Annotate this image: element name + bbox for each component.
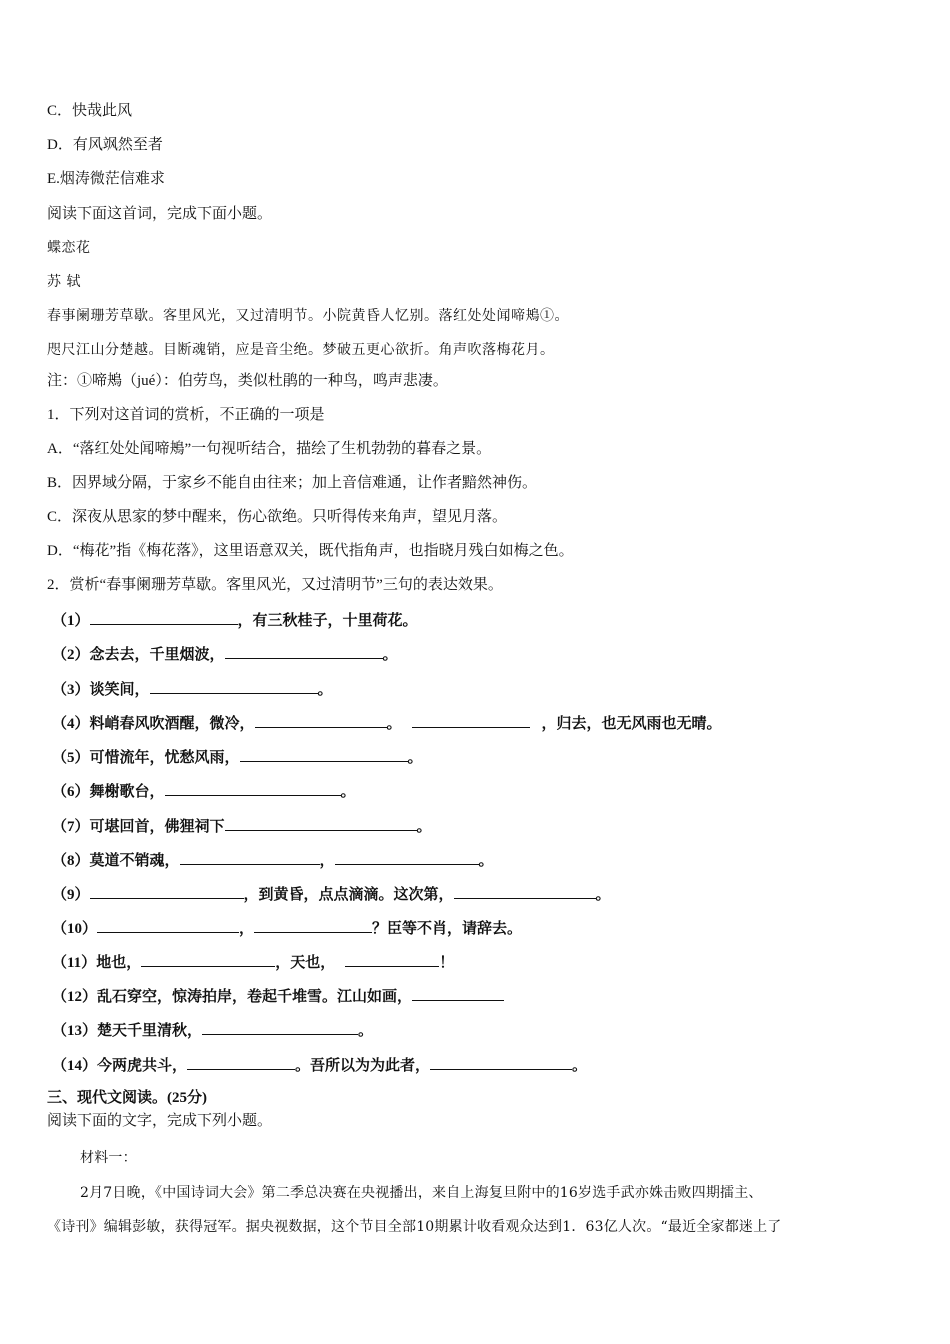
item-text: 。 bbox=[478, 853, 494, 869]
item-text: ， bbox=[239, 921, 255, 937]
item-text: 。 bbox=[416, 819, 432, 835]
answer-blank[interactable] bbox=[454, 883, 596, 899]
fill-item-3 bbox=[52, 678, 333, 700]
item-text: 。 bbox=[358, 1023, 374, 1039]
option-e: E.烟涛微茫信难求 bbox=[47, 171, 165, 187]
item-text: 。 bbox=[317, 682, 333, 698]
item-text: 。 bbox=[382, 647, 398, 663]
answer-blank[interactable] bbox=[225, 643, 383, 659]
item-text: ， bbox=[319, 853, 335, 869]
item-text: 。 bbox=[407, 750, 423, 766]
poem-line-1: 春事阑珊芳草歇。客里风光，又过清明节。小院黄昏人忆别。落红处处闻啼鴂①。 bbox=[47, 308, 569, 324]
answer-blank[interactable] bbox=[165, 780, 341, 796]
item-text: 莫道不销魂， bbox=[89, 853, 180, 869]
fill-item-11 bbox=[52, 951, 454, 973]
item-number: （1） bbox=[52, 613, 90, 629]
item-text: 楚天千里清秋， bbox=[97, 1023, 203, 1039]
question-2-stem: 2．赏析“春事阑珊芳草歇。客里风光，又过清明节”三句的表达效果。 bbox=[47, 577, 503, 593]
item-text: 料峭春风吹酒醒，微冷， bbox=[89, 716, 255, 732]
item-text: 可惜流年，忧愁风雨， bbox=[89, 750, 240, 766]
item-number: （12） bbox=[52, 989, 98, 1005]
item-number: （8） bbox=[52, 853, 90, 869]
item-text: ，天也， bbox=[275, 955, 336, 971]
answer-blank[interactable] bbox=[141, 951, 275, 967]
fill-item-6 bbox=[52, 780, 356, 802]
item-text: 。 bbox=[340, 784, 356, 800]
answer-blank[interactable] bbox=[150, 678, 318, 694]
answer-blank[interactable] bbox=[430, 1054, 572, 1070]
item-text: ，到黄昏，点点滴滴。这次第， bbox=[243, 887, 454, 903]
item-number: （11） bbox=[52, 955, 97, 971]
section-3-intro: 阅读下面的文字，完成下列小题。 bbox=[47, 1113, 273, 1129]
material-paragraph-line-2: 《诗刊》编辑彭敏，获得冠军。据央视数据，这个节目全部10期累计收看观众达到1．63亿人次。“最近全家都迷上了 bbox=[47, 1219, 782, 1235]
fill-item-10 bbox=[52, 917, 522, 939]
fill-item-2 bbox=[52, 643, 398, 665]
answer-blank[interactable] bbox=[180, 849, 320, 865]
item-number: （14） bbox=[52, 1058, 98, 1074]
item-text: 乱石穿空，惊涛拍岸，卷起千堆雪。江山如画， bbox=[97, 989, 413, 1005]
item-number: （10） bbox=[52, 921, 98, 937]
item-text: 念去去，千里烟波， bbox=[89, 647, 225, 663]
item-number: （2） bbox=[52, 647, 90, 663]
fill-item-8 bbox=[52, 849, 494, 871]
fill-item-9 bbox=[52, 883, 611, 905]
item-number: （9） bbox=[52, 887, 90, 903]
answer-blank[interactable] bbox=[254, 917, 372, 933]
question-1-option-a: A．“落红处处闻啼鴂”一句视听结合，描绘了生机勃勃的暮春之景。 bbox=[47, 441, 492, 457]
item-text: 地也， bbox=[96, 955, 142, 971]
item-number: （4） bbox=[52, 716, 90, 732]
item-number: （13） bbox=[52, 1023, 98, 1039]
answer-blank[interactable] bbox=[412, 712, 530, 728]
question-1-option-d: D．“梅花”指《梅花落》，这里语意双关，既代指角声，也指晓月残白如梅之色。 bbox=[47, 543, 574, 559]
answer-blank[interactable] bbox=[225, 815, 417, 831]
item-text: ？臣等不肖，请辞去。 bbox=[372, 921, 523, 937]
answer-blank[interactable] bbox=[240, 746, 408, 762]
poem-title: 蝶恋花 bbox=[47, 240, 91, 256]
answer-blank[interactable] bbox=[97, 917, 239, 933]
fill-item-13 bbox=[52, 1019, 373, 1041]
poem-line-2: 咫尺江山分楚越。目断魂销，应是音尘绝。梦破五更心欲折。角声吹落梅花月。 bbox=[47, 342, 555, 358]
question-1-option-b: B．因界域分隔，于家乡不能自由往来；加上音信难通，让作者黯然神伤。 bbox=[47, 475, 538, 491]
item-number: （5） bbox=[52, 750, 90, 766]
item-number: （3） bbox=[52, 682, 90, 698]
item-text: ！ bbox=[439, 955, 455, 971]
answer-blank[interactable] bbox=[412, 985, 504, 1001]
option-c: C．快哉此风 bbox=[47, 103, 133, 119]
item-text: 。 bbox=[572, 1058, 588, 1074]
item-text: ，归去，也无风雨也无晴。 bbox=[541, 716, 722, 732]
item-number: （7） bbox=[52, 819, 90, 835]
option-d: D．有风飒然至者 bbox=[47, 137, 163, 153]
fill-item-5 bbox=[52, 746, 423, 768]
question-1-option-c: C．深夜从思家的梦中醒来，伤心欲绝。只听得传来角声，望见月落。 bbox=[47, 509, 508, 525]
fill-item-14 bbox=[52, 1054, 587, 1076]
item-text: 舞榭歌台， bbox=[89, 784, 165, 800]
poem-note: 注：①啼鴂（jué）：伯劳鸟，类似杜鹃的一种鸟，鸣声悲凄。 bbox=[47, 373, 448, 389]
item-text: 。 bbox=[386, 716, 402, 732]
answer-blank[interactable] bbox=[255, 712, 387, 728]
answer-blank[interactable] bbox=[202, 1019, 358, 1035]
item-number: （6） bbox=[52, 784, 90, 800]
answer-blank[interactable] bbox=[335, 849, 479, 865]
fill-item-4 bbox=[52, 712, 722, 734]
section-3-heading: 三、现代文阅读。(25分) bbox=[47, 1090, 207, 1106]
fill-item-7 bbox=[52, 815, 432, 837]
item-text: 。 bbox=[595, 887, 611, 903]
material-label: 材料一： bbox=[80, 1150, 137, 1166]
item-text: 谈笑间， bbox=[89, 682, 150, 698]
fill-item-12 bbox=[52, 985, 504, 1007]
answer-blank[interactable] bbox=[187, 1054, 295, 1070]
poem-author: 苏 轼 bbox=[47, 274, 81, 290]
item-text: 。吾所以为为此者， bbox=[295, 1058, 431, 1074]
answer-blank[interactable] bbox=[90, 883, 244, 899]
answer-blank[interactable] bbox=[90, 609, 238, 625]
poem-intro: 阅读下面这首词，完成下面小题。 bbox=[47, 206, 273, 222]
item-text: ，有三秋桂子，十里荷花。 bbox=[237, 613, 418, 629]
item-text: 可堪回首，佛狸祠下 bbox=[89, 819, 225, 835]
material-paragraph-line-1: 2月7日晚，《中国诗词大会》第二季总决赛在央视播出，来自上海复旦附中的16岁选手武亦姝击败四期擂主、 bbox=[80, 1185, 763, 1201]
question-1-stem: 1．下列对这首词的赏析，不正确的一项是 bbox=[47, 407, 325, 423]
item-text: 今两虎共斗， bbox=[97, 1058, 188, 1074]
fill-item-1 bbox=[52, 609, 418, 631]
answer-blank[interactable] bbox=[345, 951, 439, 967]
